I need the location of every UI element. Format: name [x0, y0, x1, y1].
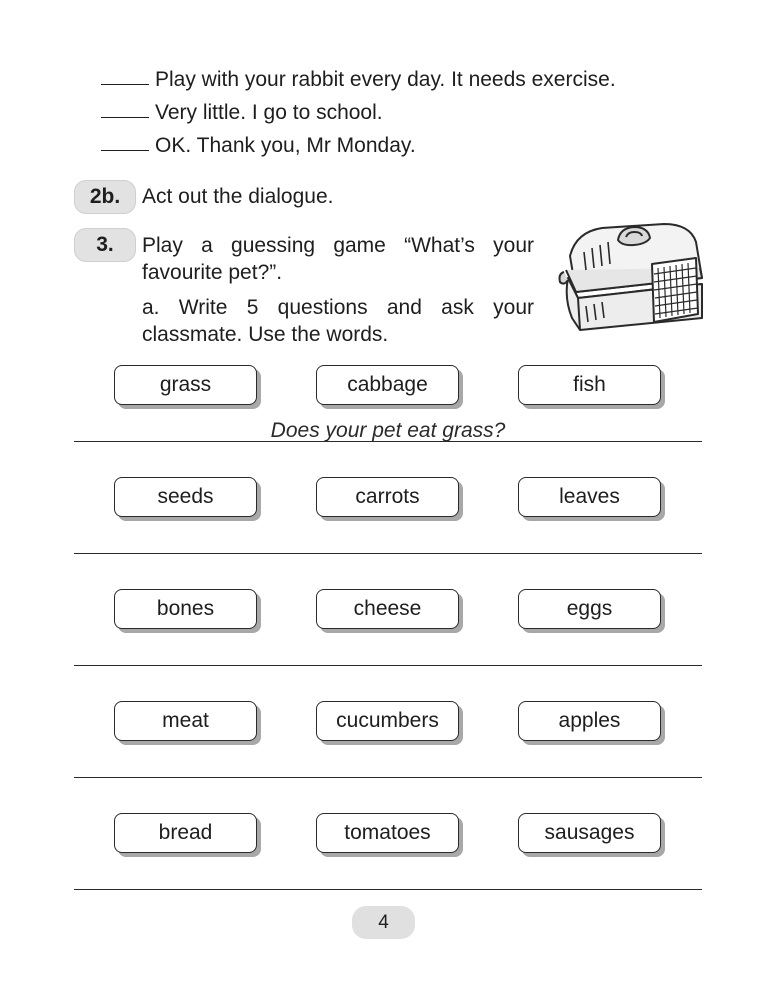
dialogue-line: [101, 67, 701, 93]
dialogue-line-text: Play with your rabbit every day. It needs exercise.: [155, 68, 616, 91]
word-box: bread: [114, 813, 257, 853]
page-number: 4: [352, 906, 415, 939]
word-box: tomatoes: [316, 813, 459, 853]
exercise-2b-number: 2b.: [74, 180, 136, 214]
exercise-3-task-line2: classmate. Use the words.: [142, 323, 389, 346]
word-box: eggs: [518, 589, 661, 629]
pet-carrier-illustration: [556, 218, 706, 340]
word-box: apples: [518, 701, 661, 741]
exercise-2b-instruction: Act out the dialogue.: [142, 185, 334, 208]
exercise-3-instruction-line2: favourite pet?”.: [142, 261, 283, 284]
exercise-3-number: 3.: [74, 228, 136, 262]
word-box: cabbage: [316, 365, 459, 405]
answer-blank[interactable]: [101, 134, 149, 151]
answer-line[interactable]: [74, 889, 702, 890]
answer-blank[interactable]: [101, 68, 149, 85]
word-box: cucumbers: [316, 701, 459, 741]
word-box: grass: [114, 365, 257, 405]
word-box: leaves: [518, 477, 661, 517]
word-box: seeds: [114, 477, 257, 517]
exercise-3-task-line1: a. Write 5 questions and ask your: [142, 296, 534, 319]
answer-line[interactable]: [74, 553, 702, 554]
word-box: carrots: [316, 477, 459, 517]
word-box: bones: [114, 589, 257, 629]
word-box: cheese: [316, 589, 459, 629]
answer-line[interactable]: [74, 777, 702, 778]
dialogue-line: [101, 133, 701, 159]
answer-blank[interactable]: [101, 101, 149, 118]
answer-line[interactable]: [74, 441, 702, 442]
answer-line[interactable]: [74, 665, 702, 666]
word-box: fish: [518, 365, 661, 405]
example-question: Does your pet eat grass?: [270, 419, 506, 442]
dialogue-line-text: OK. Thank you, Mr Monday.: [155, 134, 416, 157]
dialogue-line: [101, 100, 701, 126]
word-box: meat: [114, 701, 257, 741]
dialogue-line-text: Very little. I go to school.: [155, 101, 383, 124]
word-box: sausages: [518, 813, 661, 853]
exercise-3-instruction-line1: Play a guessing game “What’s your: [142, 234, 534, 257]
